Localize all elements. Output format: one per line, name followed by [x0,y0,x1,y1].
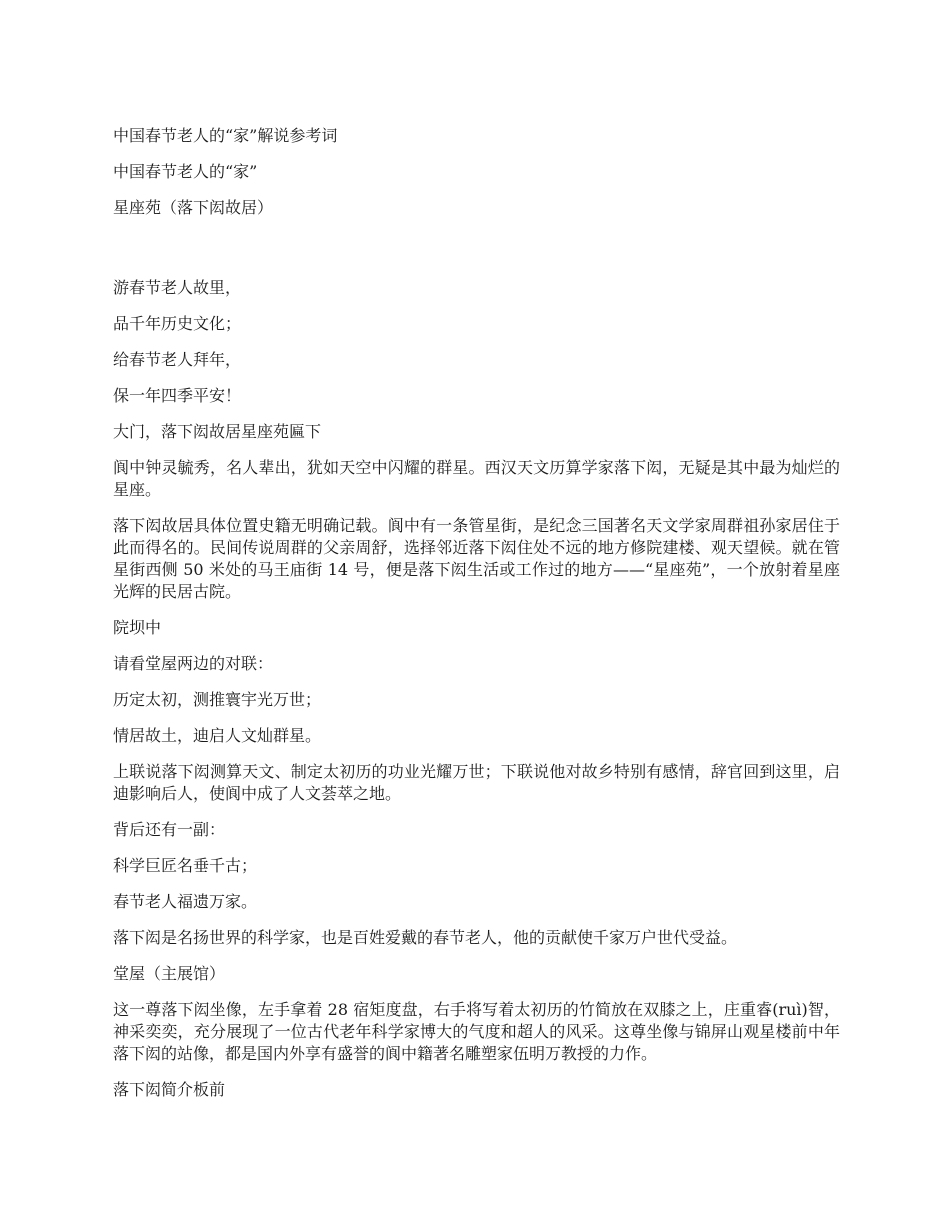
couplet-line: 情居故土，迪启人文灿群星。 [113,726,322,745]
paragraph: 大门，落下闳故居星座苑匾下 [113,422,322,441]
section-heading: 堂屋（主展馆） [113,964,226,983]
blank-spacer [113,233,840,277]
section-heading: 星座苑（落下闳故居） [113,198,274,217]
document-title: 中国春节老人的“家”解说参考词 [113,126,338,145]
paragraph: 上联说落下闳测算天文、制定太初历的功业光耀万世；下联说他对故乡特别有感情，辞官回到这里，启迪影响后人，使阆中成了人文荟萃之地。 [113,762,840,803]
paragraph: 品千年历史文化； [113,314,242,333]
paragraph: 背后还有一副： [113,820,226,839]
couplet-line: 春节老人福遗万家。 [113,892,258,911]
couplet-line: 历定太初，测推寰宇光万世； [113,690,322,709]
paragraph: 保一年四季平安！ [113,386,242,405]
document-subtitle: 中国春节老人的“家” [113,162,258,181]
section-heading: 落下闳简介板前 [113,1080,226,1099]
paragraph: 落下闳故居具体位置史籍无明确记载。阆中有一条管星街，是纪念三国著名天文学家周群祖孙家居住于此而得名的。民间传说周群的父亲周舒，选择邻近落下闳住处不远的地方修院建楼、观天望候。就在管星街西侧 50 米处的马王庙街 14 号，便是落下闳生活或工作过的地方——“星座苑”，一个放射着星座光辉的民居古院。 [113,516,840,601]
paragraph: 游春节老人故里， [113,278,242,297]
couplet-line: 科学巨匠名垂千古； [113,856,258,875]
document-page [113,125,840,1115]
paragraph: 这一尊落下闳坐像，左手拿着 28 宿矩度盘，右手将写着太初历的竹简放在双膝之上，庄重睿(ruì)智，神采奕奕，充分展现了一位古代老年科学家博大的气度和超人的风采。这尊坐像与锦屏山观星楼前中年落下闳的站像，都是国内外享有盛誉的阆中籍著名雕塑家伍明万教授的力作。 [113,1000,840,1063]
paragraph: 请看堂屋两边的对联： [113,654,274,673]
paragraph: 阆中钟灵毓秀，名人辈出，犹如天空中闪耀的群星。西汉天文历算学家落下闳，无疑是其中最为灿烂的星座。 [113,458,840,499]
paragraph: 院坝中 [113,618,162,637]
paragraph: 给春节老人拜年， [113,350,242,369]
paragraph: 落下闳是名扬世界的科学家，也是百姓爱戴的春节老人，他的贡献使千家万户世代受益。 [113,928,738,947]
